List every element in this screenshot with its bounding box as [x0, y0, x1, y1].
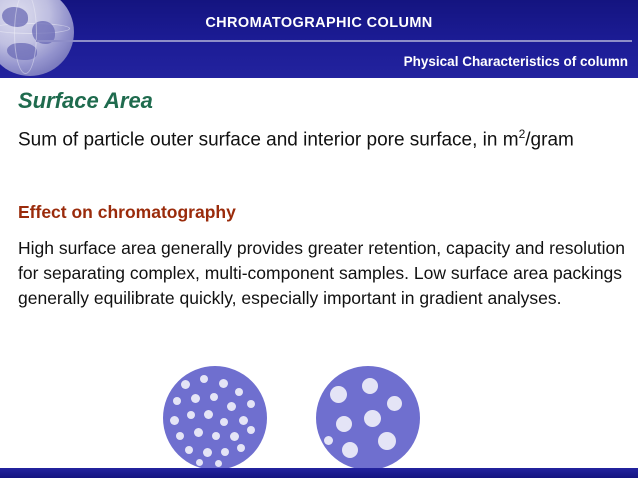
pore — [212, 432, 220, 440]
pore — [187, 411, 195, 419]
pore — [176, 432, 184, 440]
pore — [342, 442, 358, 458]
low-surface-area-particle — [316, 366, 420, 470]
effect-paragraph: High surface area generally provides greater retention, capacity and resolution for separating complex, multi-component samples. Low surface area packings generally equilibrate quickly, especially important in gradient analyses. — [18, 238, 626, 308]
pore — [173, 397, 181, 405]
footer-bar — [0, 468, 638, 478]
pore — [219, 379, 228, 388]
pore — [194, 428, 203, 437]
pore — [336, 416, 352, 432]
pore — [203, 448, 212, 457]
definition-text-part2: /gram — [525, 129, 574, 151]
pore — [362, 378, 378, 394]
header-divider — [36, 40, 632, 42]
pore — [237, 444, 245, 452]
high-surface-area-particle — [163, 366, 267, 470]
definition-text-part1: Sum of particle outer surface and interior pore surface, in m — [18, 129, 519, 151]
header-subtitle: Physical Characteristics of column — [403, 54, 628, 69]
pore — [324, 436, 333, 445]
particle-diagrams — [0, 366, 638, 476]
pore — [330, 386, 347, 403]
pore — [387, 396, 402, 411]
pore — [191, 394, 200, 403]
pore — [235, 388, 243, 396]
surface-area-definition — [18, 122, 618, 152]
pore — [227, 402, 236, 411]
pore — [230, 432, 239, 441]
pore — [364, 410, 381, 427]
page-title: CHROMATOGRAPHIC COLUMN — [205, 15, 433, 31]
pore — [221, 448, 229, 456]
slide-header — [0, 0, 638, 78]
pore — [170, 416, 179, 425]
pore — [210, 393, 218, 401]
pore — [196, 459, 203, 466]
pore — [247, 400, 255, 408]
section-heading-effect: Effect on chromatography — [18, 202, 236, 222]
globe-icon — [0, 0, 74, 76]
section-heading-surface-area: Surface Area — [18, 88, 153, 113]
pore — [200, 375, 208, 383]
pore — [378, 432, 396, 450]
pore — [185, 446, 193, 454]
pore — [204, 410, 213, 419]
pore — [239, 416, 248, 425]
pore — [181, 380, 190, 389]
pore — [247, 426, 255, 434]
slide-content — [0, 78, 638, 478]
pore — [220, 418, 228, 426]
pore — [215, 460, 222, 467]
definition-superscript: 2 — [518, 127, 526, 141]
